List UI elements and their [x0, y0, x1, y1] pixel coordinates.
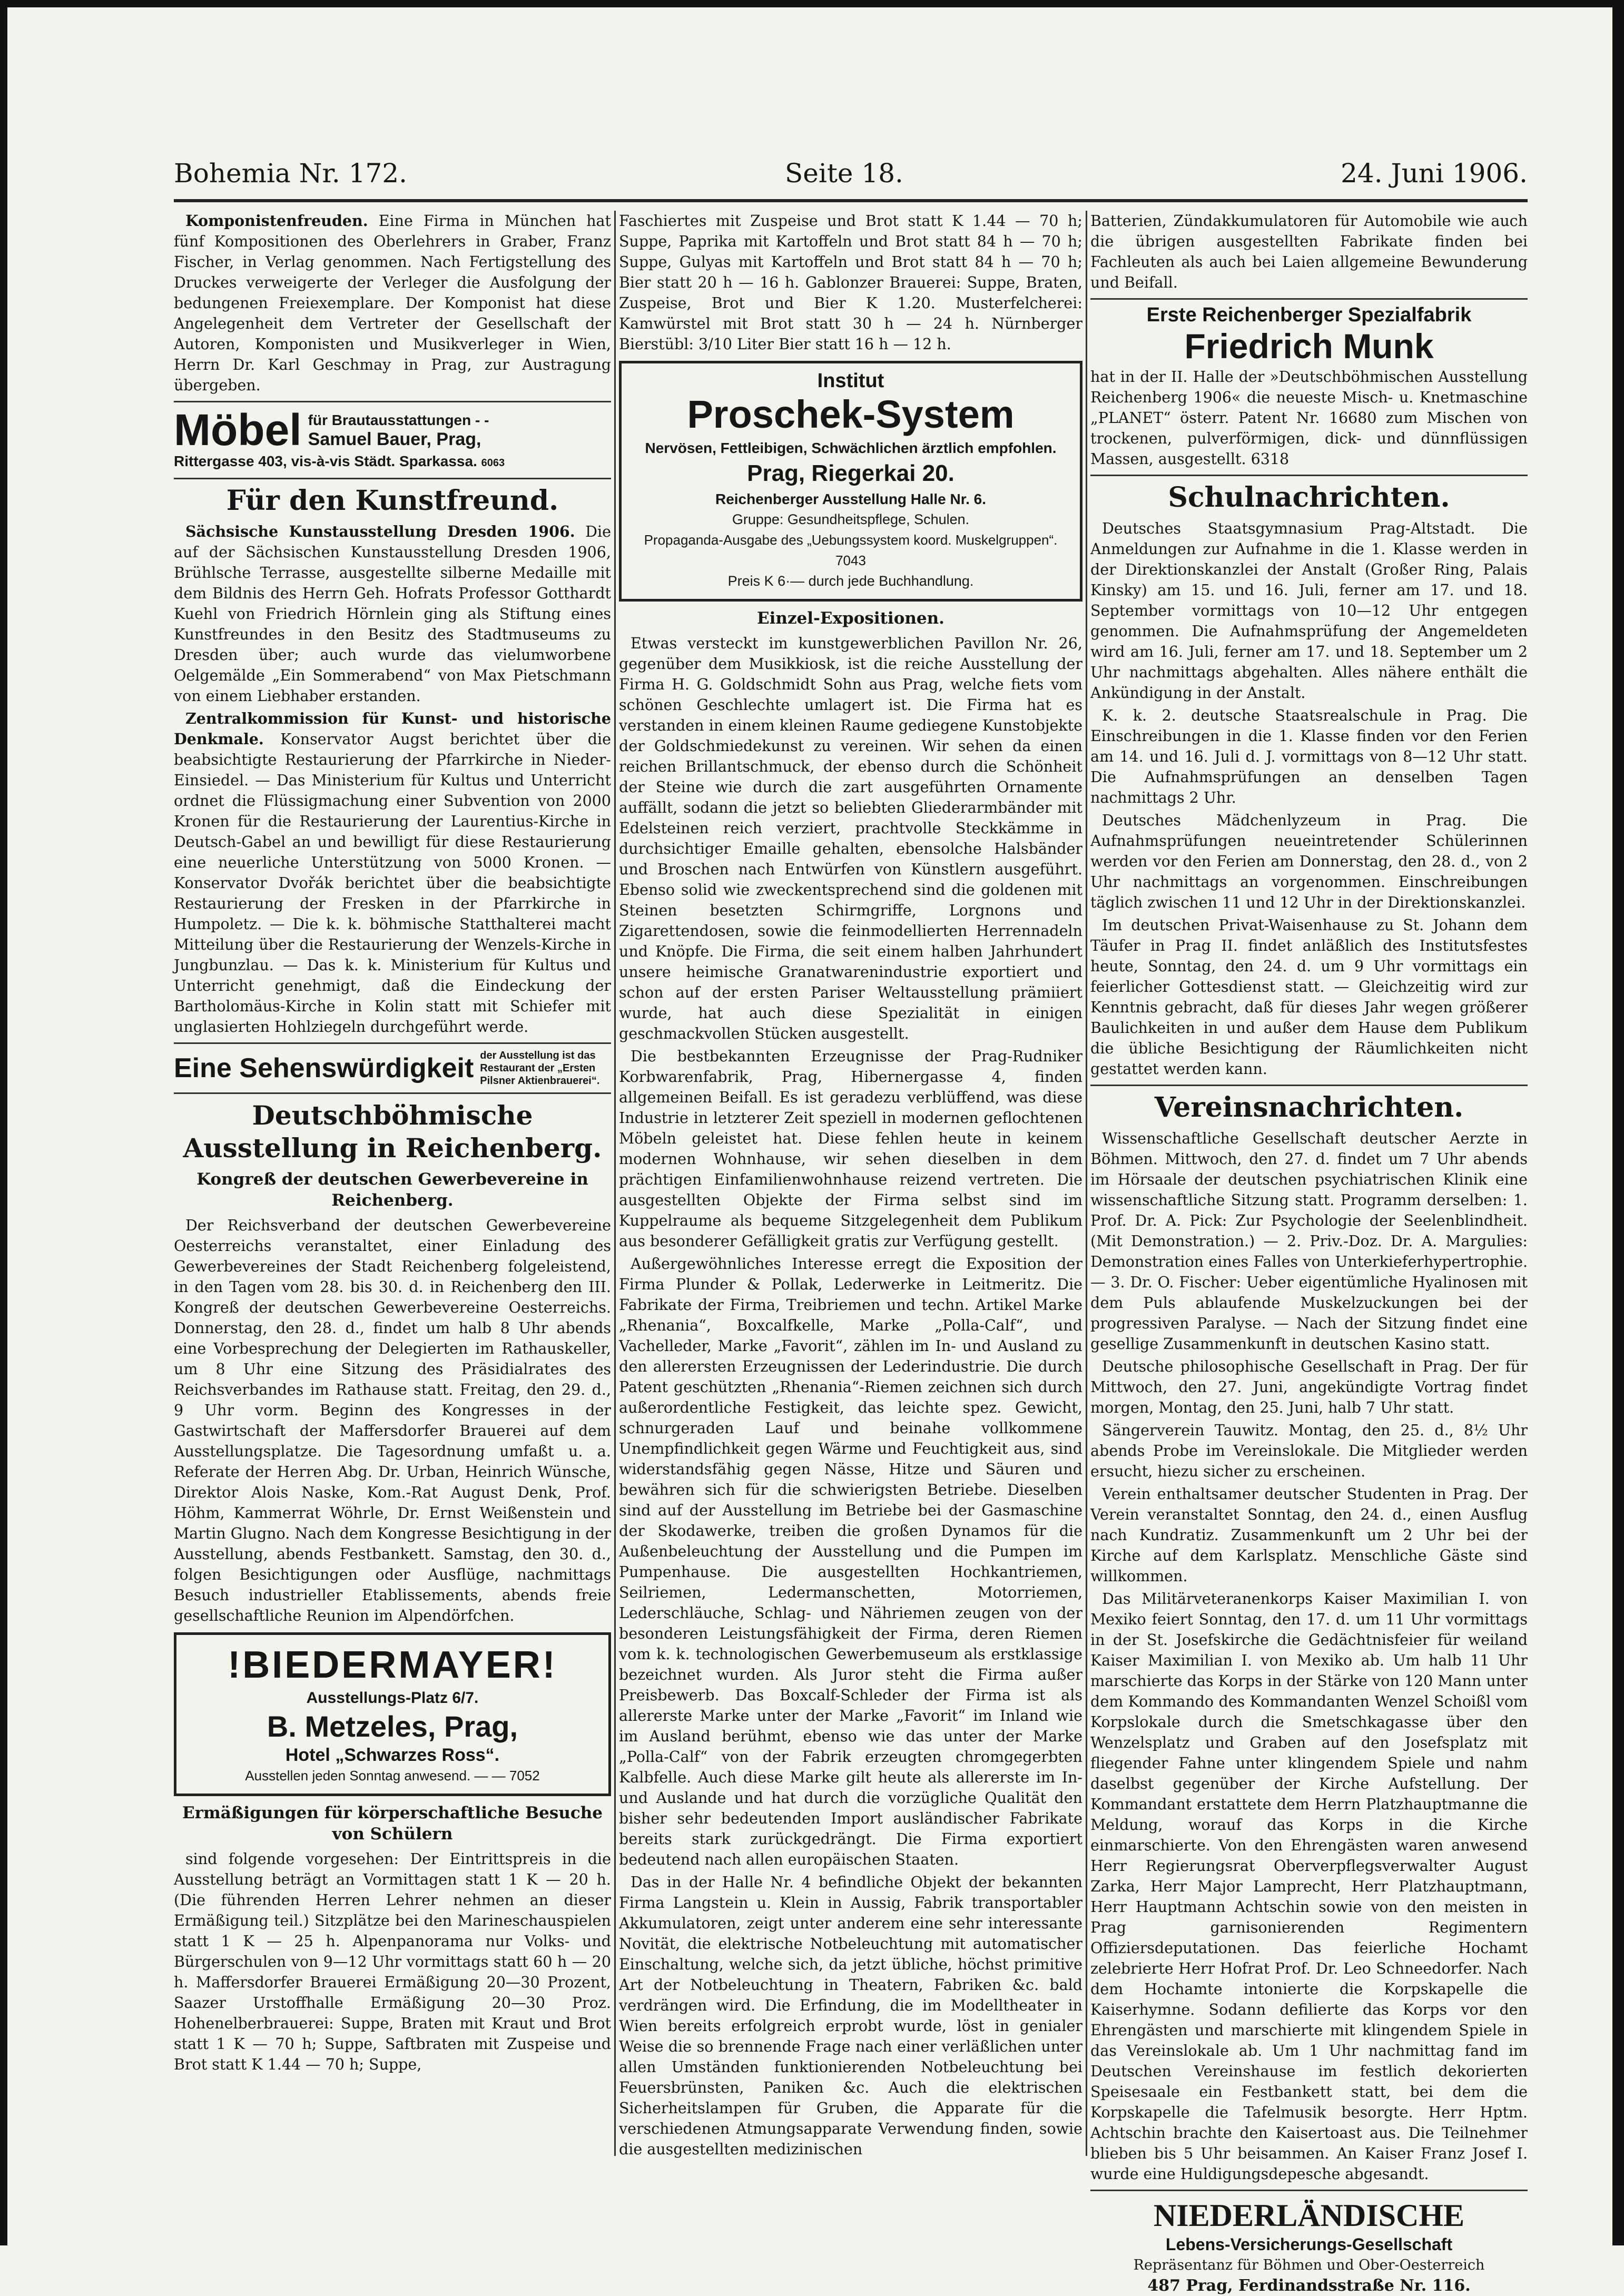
ad-moebel: [174, 405, 611, 455]
ad-munk-line1: Erste Reichenberger Spezialfabrik: [1146, 304, 1472, 326]
ad-munk-title: Friedrich Munk: [1184, 327, 1434, 366]
subsection-kongress: Kongreß der deutschen Gewerbevereine in Reichenberg.: [196, 1170, 588, 1210]
section-ausstellung: Deutschböhmische Ausstellung in Reichenberg.: [183, 1100, 602, 1164]
ad-pro-institut: Institut: [817, 370, 884, 392]
ad-biedermayer: [174, 1632, 611, 1796]
ad-munk-number: 6318: [1251, 450, 1290, 468]
ad-nied-line2: Repräsentanz für Böhmen und Ober-Oesterreich: [1133, 2257, 1485, 2273]
article-langstein-klein: Das in der Halle Nr. 4 befindliche Objekt der bekannten Firma Langstein u. Klein in Aussig, Fabrik transportabler Akkumulatoren, zeigt unter anderem eine sehr interessante Novität, die elektrische Notbeleuchtung mit automatischer Einschaltung, welche sich, da jetzt übliche, höchst primitive Art der Notbeleuchtung in Theatern, Fabriken &c. bald verdrängen wird. Die Erfindung, die im Modelltheater in Wien bereits erfolgreich erprobt wurde, löst in genialer Weise die so brennende Frage nach einer verläßlichen unter allen Umständen funktionierenden Notbeleuchtung bei Feuersbrünsten, Paniken &c. Auch die elektrischen Sicherheitslampen für Gruben, die Apparate für die verschiedenen Atmungsapparate Verwendung finden, sowie die ausgestellten medizinischen: [619, 1874, 1082, 2158]
article-korbwaren: Die bestbekannten Erzeugnisse der Prag-Rudniker Korbwarenfabrik, Prag, Hibernergasse 4, finden allgemeinen Beifall. Es ist geradezu verblüffend, was diese Industrie in letzterer Zeit speziell in modernen geflochtenen Möbeln geleistet hat. Diese fehlen heute in keinem modernen Wohnhause, wir sehen dieselben in dem prächtigen Einfamilienwohnhause reizend vertreten. Die ausgestellten Objekte der Firma selbst sind im Kuppelraume als bequeme Sitzgelegenheit dem Publikum aus besonderer Gefälligkeit gratis zur Verfügung gestellt.: [619, 1048, 1082, 1250]
ad-pro-line5: Propaganda-Ausgabe des „Uebungssystem koord. Muskelgruppen“.: [644, 532, 1058, 548]
ad-sehens-text: der Ausstellung ist das Restaurant der „Ersten Pilsner Aktienbrauerei“.: [480, 1050, 600, 1087]
ad-niederlaendische: [1090, 2196, 1528, 2296]
rule: [1090, 298, 1528, 300]
ad-proschek: [619, 361, 1082, 602]
ad-nied-number: 487: [1147, 2277, 1180, 2295]
column-rule-1: [614, 211, 616, 2156]
section-schulnachrichten: Schulnachrichten.: [1168, 481, 1450, 514]
article-text: Die auf der Sächsischen Kunstausstellung Dresden 1906, Brühlsche Terrasse, ausgestellte silberne Medaille mit dem Bildnis des Herrn Geh. Hofrats Professor Gotthardt Kuehl von Friedrich Hörnlein ging als Stiftung eines Kunstfreundes in den Besitz des Stadtmuseums zu Dresden über; auch wurde das vielumworbene Oelgemälde „Ein Sommerabend“ von Max Pietschmann von einem Liebhaber erstanden.: [174, 523, 611, 705]
ad-bied-title: !BIEDERMAYER!: [228, 1644, 557, 1686]
ad-bied-number: 7052: [509, 1768, 540, 1783]
ad-moebel-line1: für Brautausstattungen - -: [308, 412, 489, 428]
article-kicker: Sächsische Kunstausstellung Dresden 1906.: [185, 523, 575, 540]
section-vereinsnachrichten: Vereinsnachrichten.: [1154, 1091, 1464, 1124]
article-philosophische: Deutsche philosophische Gesellschaft in Prag. Der für Mittwoch, den 27. Juni, angekündigte Vortrag findet morgen, Montag, den 25. Juni, halb 7 Uhr statt.: [1090, 1358, 1528, 1416]
article-kongress: Der Reichsverband der deutschen Gewerbevereine Oesterreichs veranstaltet, einer Einladung des Gewerbevereines der Stadt Reichenberg folgeleistend, in den Tagen vom 28. bis 30. d. in Reichenberg den III. Kongreß der deutschen Gewerbevereine Oesterreichs. Donnerstag, den 28. d., findet um halb 8 Uhr abends eine Vorbesprechung der Delegierten im Rathauskeller, um 8 Uhr eine Sitzung des Präsidialrates des Reichsverbandes im Rathause statt. Freitag, den 29. d., 9 Uhr vorm. Beginn des Kongresses in der Gastwirtschaft der Maffersdorfer Brauerei auf dem Ausstellungsplatze. Die Tagesordnung umfaßt u. a. Referate der Herren Abg. Dr. Urban, Heinrich Wünsche, Direktor Alois Naske, Kom.-Rat August Denk, Prof. Höhm, Kammerrat Wöhrle, Dr. Ernst Weißenstein und Martin Glugno. Nach dem Kongresse Besichtigung in der Ausstellung, abends Festbankett. Samstag, den 30. d., folgen Besichtigungen oder Ausflüge, nachmittags Besuch industrieller Etablissements, abends freie gesellschaftliche Reunion im Alpendörfchen.: [174, 1217, 611, 1624]
ad-bied-line2: B. Metzeles, Prag,: [267, 1710, 518, 1743]
ad-munk-text: hat in der II. Halle der »Deutschböhmischen Ausstellung Reichenberg 1906« die neueste Misch- u. Knetmaschine „PLANET“ österr. Patent Nr. 16680 zum Mischen von trockenen, pulverförmigen, dick- und dünnflüssigen Massen, ausgestellt.: [1090, 368, 1528, 468]
ad-sehenswuerdigkeit: [174, 1049, 611, 1087]
article-saengerverein: Sängerverein Tauwitz. Montag, den 25. d., 8½ Uhr abends Probe im Vereinslokale. Die Mitglieder werden ersucht, hiezu sicher zu erscheinen.: [1090, 1422, 1528, 1480]
article-text: Eine Firma in München hat fünf Kompositionen des Oberlehrers in Graber, Franz Fischer, in Verlag genommen. Nach Fertigstellung des Druckes verweigerte der Verleger die Ausfolgung der bedungenen Freiexemplare. Der Komponist hat diese Angelegenheit dem Vertreter der Gesellschaft der Autoren, Komponisten und Musikverleger in Wien, Herrn Dr. Karl Geschmay in Prag, zur Austragung übergeben.: [174, 212, 611, 394]
article-aerzte: Wissenschaftliche Gesellschaft deutscher Aerzte in Böhmen. Mittwoch, den 27. d. findet um 7 Uhr abends im Hörsaale der deutschen psychiatrischen Klinik eine wissenschaftliche Sitzung statt. Programm derselben: 1. Prof. Dr. A. Pick: Zur Psychologie der Seelenblindheit. (Mit Demonstration.) — 2. Priv.-Doz. Dr. A. Margulies: Demonstration eines Falles von Unterkieferhypertrophie. — 3. Dr. O. Fischer: Ueber eigentümliche Hyalinosen mit dem Puls ablaufende Muskelzuckungen bei der progressiven Paralyse. — Nach der Sitzung findet eine gesellige Zusammenkunft in deutschen Kasino statt.: [1090, 1130, 1528, 1353]
article-studenten: Verein enthaltsamer deutscher Studenten in Prag. Der Verein veranstaltet Sonntag, den 24. d., einen Ausflug nach Kundratiz. Zusammenkunft um 2 Uhr bei der Kirche auf dem Karlsplatz. Menschliche Gäste sind willkommen.: [1090, 1485, 1528, 1585]
article-goldschmidt: Etwas versteckt im kunstgewerblichen Pavillon Nr. 26, gegenüber dem Musikkiosk, ist die reiche Ausstellung der Firma H. G. Goldschmidt Sohn aus Prag, welche fiets vom schönen Geschlechte umlagert ist. Die Firma hat es verstanden in einem kleinen Raume gediegene Kunstobjekte der Goldschmiedekunst zu vereinen. Wir sehen da einen reichen Brillantschmuck, der ebenso durch die Schönheit der Steine wie durch die zart ausgeführten Ornamente auffällt, sodann die jetzt so beliebten Gliederarmbänder mit Edelsteinen reich verziert, prachtvolle Steckkämme in durchsichtiger Emaille gehalten, ebensolche Halsbänder und Broschen nach Entwürfen von Künstlern ausgeführt. Ebenso solid wie zweckentsprechend sind die goldenen mit Steinen besetzten Schirmgriffe, Lorgnons und Zigarettendosen, sowie die feinmodellierten Herrennadeln und Knöpfe. Die Firma, die seit einem halben Jahrhundert unsere heimische Granatwarenindustrie exportiert und schon auf der ersten Pariser Weltausstellung prämiiert wurde, hat auch diese Spezialität in einigen geschmackvollen Stücken ausgestellt.: [619, 635, 1082, 1042]
ad-pro-line4: Gruppe: Gesundheitspflege, Schulen.: [732, 511, 970, 527]
rule: [174, 1092, 611, 1094]
ad-moebel-line3: Rittergasse 403, vis-à-vis Städt. Sparkassa.: [174, 453, 477, 469]
article-staatsrealschule: K. k. 2. deutsche Staatsrealschule in Prag. Die Einschreibungen in die 1. Klasse finden vor den Ferien am 14. und 16. Juli d. J. vormittags von 8—12 Uhr statt. Die Aufnahmsprüfungen an denselben Tagen nachmittags 2 Uhr.: [1090, 707, 1528, 806]
header-left: Bohemia Nr. 172.: [174, 158, 408, 189]
header-page-number: Seite 18.: [785, 158, 903, 189]
article-ermaessigungen: sind folgende vorgesehen: Der Eintrittspreis in die Ausstellung beträgt an Vormittagen statt 1 K — 20 h. (Die führenden Herren Lehrer nehmen an dieser Ermäßigung teil.) Sitzplätze bei den Marineschauspielen statt 1 K — 25 h. Alpenpanorama nur Volks- und Bürgerschulen von 9—12 Uhr vormittags statt 60 h — 20 h. Maffersdorfer Brauerei Ermäßigung 20—30 Prozent, Saazer Urstoffhalle Ermäßigung 20—30 Proz. Hohenelberbrauerei: Suppe, Braten mit Kraut und Brot statt 1 K — 70 h; Suppe, Saftbraten mit Zuspeise und Brot statt K 1.44 — 70 h; Suppe,: [174, 1850, 611, 2073]
ad-pro-title: Proschek-System: [687, 392, 1015, 436]
ad-pro-line6: Preis K 6·— durch jede Buchhandlung.: [727, 573, 974, 589]
ad-moebel-line2: Samuel Bauer, Prag,: [308, 429, 481, 449]
rule: [174, 478, 611, 479]
ad-bied-line4: Ausstellen jeden Sonntag anwesend. — —: [245, 1768, 506, 1783]
article-dresden: [174, 521, 611, 706]
article-denkmale: [174, 708, 611, 1037]
rule: [1090, 1085, 1528, 1086]
ad-pro-line3: Reichenberger Ausstellung Halle Nr. 6.: [715, 491, 986, 507]
section-kunstfreund: Für den Kunstfreund.: [226, 485, 559, 517]
column-rule-2: [1086, 211, 1087, 2156]
ad-sehens-title: Eine Sehenswürdigkeit: [174, 1053, 474, 1083]
header-date: 24. Juni 1906.: [1341, 158, 1528, 189]
ad-nied-title: NIEDERLÄNDISCHE: [1153, 2198, 1465, 2233]
ad-bied-line3: Hotel „Schwarzes Ross“.: [285, 1745, 500, 1765]
rule: [1090, 2190, 1528, 2191]
ad-bied-line1: Ausstellungs-Platz 6/7.: [306, 1689, 479, 1707]
header-rule: [174, 199, 1528, 202]
ad-moebel-number: 6063: [481, 457, 505, 469]
article-kicker: Komponistenfreuden.: [185, 212, 368, 230]
article-plunder-pollak: Außergewöhnliches Interesse erregt die Exposition der Firma Plunder & Pollak, Lederwerke in Leitmeritz. Die Fabrikate der Firma, Treibriemen und techn. Artikel Marke „Rhenania“, Boxcalfkelle, Marke „Polla-Calf“, und Vachelleder, Marke „Favorit“, zählen im In- und Ausland zu den allerersten Erzeugnissen der Lederindustrie. Die durch Patent geschützten „Rhenania“-Riemen zeichnen sich durch außerordentliche Festigkeit, das leichte spez. Gewicht, schnurgeraden Lauf und beinahe vollkommene Unempfindlichkeit gegen Wärme und Feuchtigkeit aus, sind widerstandsfähig gegen Nässe, Hitze und Säuren und bewähren sich für die schwierigsten Betriebe. Dieselben sind auf der Ausstellung im Betriebe bei der Gasmaschine der Skodawerke, treiben die großen Dynamos für die Außenbeleuchtung der Ausstellung und die Pumpen im Pumpenhause. Die ausgestellten Hochkantriemen, Seilriemen, Ledermanschetten, Motorriemen, Lederschläuche, Schlag- und Nähriemen zeugen von der besonderen Leistungsfähigkeit der Firma, deren Riemen vom k. k. technologischen Gewerbemuseum als erstklassige bezeichnet wurden. Als Juror steht die Firma außer Preisbewerb. Das Boxcalf-Schleder der Firma ist als allererste Marke unter der Marke „Favorit“ im Inland wie im Ausland berühmt, ebenso wie das unter der Marke „Polla-Calf“ von der Fabrik erzeugten chromgegerbten Kalbfelle. Auch diese Marke gilt heute als allererste im In- und Auslande und hat durch die vorzügliche Qualität den bisher sehr bedeutenden Import ausländischer Fabrikate bereits stark zurückgedrängt. Die Firma exportiert bedeutend nach allen europäischen Staaten.: [619, 1255, 1082, 1868]
article-staatsgymnasium: Deutsches Staatsgymnasium Prag-Altstadt. Die Anmeldungen zur Aufnahme in die 1. Klasse werden in der Direktionskanzlei der Anstalt (Großer Ring, Palais Kinsky) am 15. und 16. Juli, ferner am 17. und 18. September vormittags von 10—12 Uhr entgegen genommen. Die Aufnahmsprüfung der Angemeldeten wird am 16. Juli, ferner am 17. und 18. September um 2 Uhr nachmittags abgehalten. Alles nähere enthält die Ankündigung in der Anstalt.: [1090, 520, 1528, 702]
article-komponisten: [174, 211, 611, 396]
article-veteranenkorps: Das Militärveteranenkorps Kaiser Maximilian I. von Mexiko feiert Sonntag, den 17. d. um 11 Uhr vormittags in der St. Josefskirche die Gedächtnisfeier für weiland Kaiser Maximilian I. von Mexiko ab. Um halb 11 Uhr marschierte das Korps in der Stärke von 120 Mann unter dem Kommando des Kommandanten Wenzel Schoißl vom Korpslokale durch die Smetschkagasse über den Wenzelsplatz und Graben auf den Josefsplatz mit fliegender Fahne unter klingendem Spiele und nahm daselbst gegenüber der Kirche Aufstellung. Der Kommandant erstattete dem Herrn Platzhauptmanne die Meldung, worauf das Korps in die Kirche einmarschierte. Von den Ehrengästen waren anwesend Herr Regierungsrat Oberverpflegsverwalter August Zarka, Herr Major Lamprecht, Herr Platzhauptmann, Herr Hauptmann Achtschin sowie von den meisten in Prag garnisonierenden Regimentern Offiziersdeputationen. Das feierliche Hochamt zelebrierte Herr Hofrat Prof. Dr. Leo Schneedorfer. Nach dem Hochamte intonierte die Korpskapelle die Kaiserhymne. Sodann defilierte das Korps vor den Ehrengästen und marschierte mit klingendem Spiele in das Vereinslokale ab. Um 1 Uhr nachmittag fand im Deutschen Vereinshause im festlich dekorierten Speisesaale ein Festbankett statt, bei dem die Korpskapelle die Tafelmusik besorgte. Herr Hptm. Achtschin brachte den Kaisertoast aus. Die Teilnehmer blieben bis 5 Uhr beisammen. An Kaiser Franz Josef I. wurde eine Huldigungsdepesche abgesandt.: [1090, 1590, 1528, 2183]
ad-moebel-address: [174, 452, 611, 472]
rule: [174, 1042, 611, 1044]
article-maedchenlyzeum: Deutsches Mädchenlyzeum in Prag. Die Aufnahmsprüfungen neueintretender Schülerinnen werden vor den Ferien am Donnerstag, den 28. d., von 2 Uhr nachmittags an vorgenommen. Einschreibungen täglich zwischen 11 und 12 Uhr in der Direktionskanzlei.: [1090, 812, 1528, 911]
column-3: [1090, 211, 1528, 2295]
article-waisenhaus: Im deutschen Privat-Waisenhause zu St. Johann dem Täufer in Prag II. findet anläßlich des Institutsfestes heute, Sonntag, den 24. d. um 9 Uhr vormittags ein feierlicher Gottesdienst statt. — Gleichzeitig wird zur Kenntnis gebracht, daß für dieses Jahr wegen größerer Baulichkeiten in und außer dem Hause dem Publikum die übliche Besichtigung der Räumlichkeiten nicht gestattet werden kann.: [1090, 917, 1528, 1078]
subsection-ermaessigungen: Ermäßigungen für körperschaftliche Besuche von Schülern: [182, 1804, 603, 1844]
column-2: [619, 211, 1082, 2156]
ad-nied-line1: Lebens-Versicherungs-Gesellschaft: [1165, 2235, 1453, 2254]
ad-moebel-title: Möbel: [174, 405, 302, 455]
ad-nied-line3: Prag, Ferdinandsstraße Nr. 116.: [1186, 2277, 1471, 2295]
page-header: [174, 158, 1528, 195]
article-continuation: Batterien, Zündakkumulatoren für Automobile wie auch die übrigen ausgestellten Fabrikate finden bei Fachleuten als auch bei Laien allgemeine Bewunderung und Beifall.: [1090, 212, 1528, 291]
article-text: Konservator Augst berichtet über die beabsichtigte Restaurierung der Pfarrkirche in Nieder-Einsiedel. — Das Ministerium für Kultus und Unterricht ordnet die Flüssigmachung einer Subvention von 2000 Kronen für die Restaurierung der Laurentius-Kirche in Deutsch-Gabel an und bewilligt für diese Restaurierung eine neuerliche Unterstützung von 5000 Kronen. — Konservator Dvořák berichtet über die beabsichtigte Restaurierung der Fresken in der Pfarrkirche in Humpoletz. — Die k. k. böhmische Statthalterei macht Mitteilung über die Restaurierung der Wenzels-Kirche in Jungbunzlau. — Das k. k. Ministerium für Kultus und Unterricht genehmigt, daß die Eindeckung der Bartholomäus-Kirche in Kolin statt mit Schiefer mit unglasierten Hohlziegeln durchgeführt werde.: [174, 731, 611, 1036]
ad-munk: [1090, 305, 1528, 469]
rule: [1090, 475, 1528, 476]
article-continuation: Faschiertes mit Zuspeise und Brot statt K 1.44 — 70 h; Suppe, Paprika mit Kartoffeln und Brot statt 84 h — 70 h; Suppe, Gulyas mit Kartoffeln und Brot statt 84 h — 70 h; Bier statt 20 h — 16 h. Gablonzer Brauerei: Suppe, Braten, Zuspeise, Brot und Bier K 1.20. Musterfelcherei: Kamwürstel mit Brot statt 30 h — 24 h. Nürnberger Bierstübl: 3/10 Liter Bier statt 16 h — 12 h.: [619, 212, 1082, 353]
ad-pro-number: 7043: [835, 553, 866, 568]
column-1: [174, 211, 611, 2156]
ad-pro-line1: Nervösen, Fettleibigen, Schwächlichen ärztlich empfohlen.: [645, 440, 1057, 456]
subsection-einzel: Einzel-Expositionen.: [757, 609, 944, 628]
rule: [174, 401, 611, 402]
article-kicker: Zentralkommission für Kunst- und historische Denkmale.: [174, 710, 611, 748]
ad-pro-line2: Prag, Riegerkai 20.: [747, 460, 954, 486]
